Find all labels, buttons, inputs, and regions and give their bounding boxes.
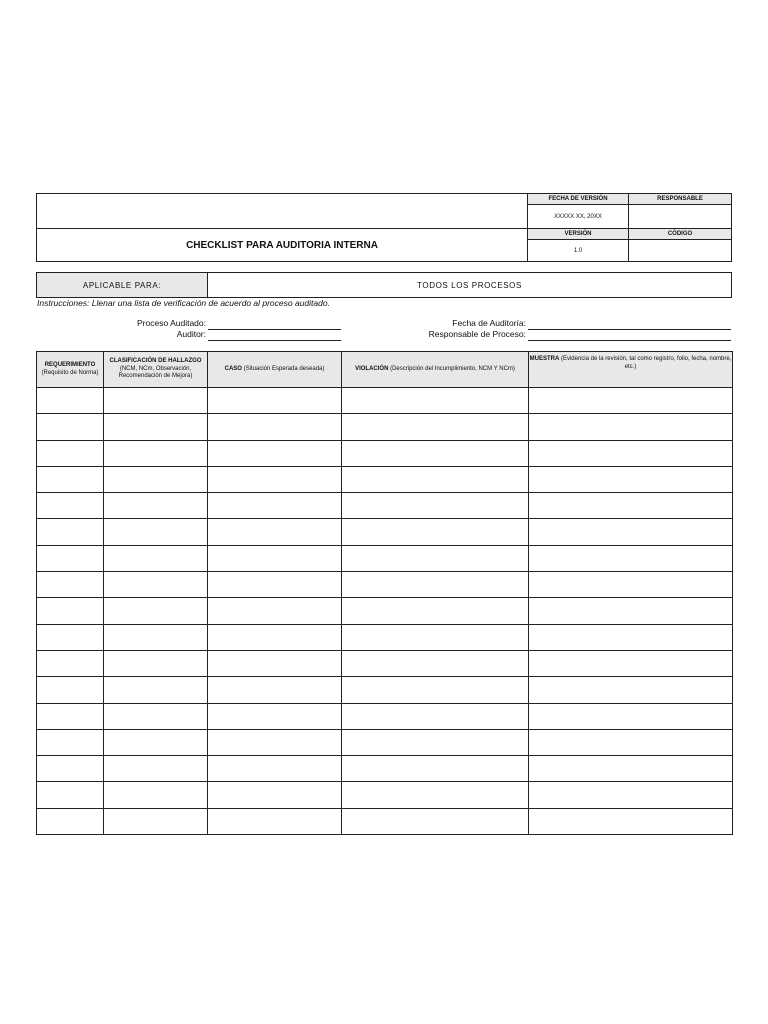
table-row — [37, 624, 733, 650]
table-row — [37, 782, 733, 808]
table-cell[interactable] — [104, 782, 208, 808]
table-cell[interactable] — [342, 388, 529, 414]
table-row — [37, 440, 733, 466]
table-cell[interactable] — [208, 703, 342, 729]
table-cell[interactable] — [208, 466, 342, 492]
table-cell[interactable] — [37, 466, 104, 492]
table-cell[interactable] — [104, 624, 208, 650]
table-row — [37, 545, 733, 571]
table-cell[interactable] — [37, 624, 104, 650]
instructions-text: Instrucciones: Llenar una lista de verificación de acuerdo al proceso auditado. — [37, 298, 330, 308]
table-cell[interactable] — [208, 624, 342, 650]
col-clasificacion: CLASIFICACIÓN DE HALLAZGO (NCM, NCm, Observación, Recomendación de Mejora) — [104, 352, 208, 388]
table-cell[interactable] — [208, 756, 342, 782]
table-cell[interactable] — [342, 493, 529, 519]
table-cell[interactable] — [208, 519, 342, 545]
table-row — [37, 703, 733, 729]
table-cell[interactable] — [104, 466, 208, 492]
table-cell[interactable] — [37, 598, 104, 624]
table-cell[interactable] — [342, 414, 529, 440]
table-cell[interactable] — [37, 440, 104, 466]
table-cell[interactable] — [208, 545, 342, 571]
table-cell[interactable] — [104, 414, 208, 440]
responsable-proceso-label: Responsable de Proceso: — [428, 329, 526, 339]
table-cell[interactable] — [37, 808, 104, 834]
table-cell[interactable] — [529, 808, 733, 834]
applicable-value: TODOS LOS PROCESOS — [208, 273, 732, 298]
table-cell[interactable] — [37, 493, 104, 519]
table-cell[interactable] — [342, 677, 529, 703]
table-cell[interactable] — [104, 493, 208, 519]
codigo-label: CÓDIGO — [629, 229, 732, 240]
table-cell[interactable] — [104, 545, 208, 571]
table-cell[interactable] — [104, 703, 208, 729]
table-cell[interactable] — [37, 729, 104, 755]
responsable-label: RESPONSABLE — [629, 194, 732, 205]
table-cell[interactable] — [529, 650, 733, 676]
table-cell[interactable] — [208, 782, 342, 808]
table-cell[interactable] — [208, 572, 342, 598]
table-cell[interactable] — [208, 598, 342, 624]
table-cell[interactable] — [208, 388, 342, 414]
table-cell[interactable] — [37, 650, 104, 676]
table-cell[interactable] — [529, 519, 733, 545]
checklist-table — [36, 351, 733, 835]
table-cell[interactable] — [529, 729, 733, 755]
table-cell[interactable] — [208, 650, 342, 676]
table-row — [37, 466, 733, 492]
col-violacion: VIOLACIÓN (Descripción del Incumplimiento, NCM Y NCm) — [342, 352, 529, 388]
document-title: CHECKLIST PARA AUDITORIA INTERNA — [37, 229, 528, 262]
table-cell[interactable] — [529, 624, 733, 650]
fecha-auditoria-line[interactable] — [528, 320, 731, 330]
table-cell[interactable] — [342, 782, 529, 808]
table-cell[interactable] — [529, 703, 733, 729]
table-cell[interactable] — [208, 493, 342, 519]
table-row — [37, 756, 733, 782]
table-cell[interactable] — [529, 572, 733, 598]
table-cell[interactable] — [529, 545, 733, 571]
table-cell[interactable] — [104, 572, 208, 598]
table-row — [37, 677, 733, 703]
table-row — [37, 598, 733, 624]
table-header-row — [37, 352, 733, 388]
proceso-auditado-line[interactable] — [208, 320, 341, 330]
table-row — [37, 572, 733, 598]
table-cell[interactable] — [37, 756, 104, 782]
table-cell[interactable] — [208, 729, 342, 755]
col-caso: CASO (Situación Esperada deseada) — [208, 352, 342, 388]
table-cell[interactable] — [208, 808, 342, 834]
table-cell[interactable] — [529, 493, 733, 519]
col-muestra: MUESTRA (Evidencia de la revisión, tal como registro, folio, fecha, nombre, etc.) — [529, 352, 733, 388]
header-blank-cell — [37, 194, 528, 229]
table-row — [37, 519, 733, 545]
applicable-row — [36, 272, 732, 298]
table-cell[interactable] — [529, 756, 733, 782]
table-cell[interactable] — [37, 414, 104, 440]
table-cell[interactable] — [342, 808, 529, 834]
table-cell[interactable] — [37, 572, 104, 598]
table-cell[interactable] — [342, 703, 529, 729]
table-row — [37, 493, 733, 519]
table-cell[interactable] — [104, 729, 208, 755]
table-row — [37, 808, 733, 834]
table-cell[interactable] — [342, 466, 529, 492]
table-cell[interactable] — [529, 466, 733, 492]
table-cell[interactable] — [529, 782, 733, 808]
table-cell[interactable] — [342, 572, 529, 598]
fecha-version-value: XXXXX XX, 20XX — [528, 205, 629, 229]
table-cell[interactable] — [342, 519, 529, 545]
table-cell[interactable] — [37, 545, 104, 571]
table-row — [37, 729, 733, 755]
table-cell[interactable] — [342, 650, 529, 676]
table-cell[interactable] — [104, 440, 208, 466]
table-cell[interactable] — [208, 414, 342, 440]
table-cell[interactable] — [104, 677, 208, 703]
version-label: VERSIÓN — [528, 229, 629, 240]
table-cell[interactable] — [104, 598, 208, 624]
responsable-value — [629, 205, 732, 229]
table-cell[interactable] — [37, 519, 104, 545]
table-cell[interactable] — [104, 808, 208, 834]
table-cell[interactable] — [208, 677, 342, 703]
codigo-value — [629, 240, 732, 262]
col-requerimiento: REQUERIMIENTO (Requisito de Norma) — [37, 352, 104, 388]
table-cell[interactable] — [104, 650, 208, 676]
table-cell[interactable] — [104, 519, 208, 545]
fecha-auditoria-label: Fecha de Auditoría: — [452, 318, 526, 328]
table-row — [37, 388, 733, 414]
table-cell[interactable] — [529, 598, 733, 624]
table-cell[interactable] — [342, 729, 529, 755]
table-cell[interactable] — [342, 545, 529, 571]
table-cell[interactable] — [529, 677, 733, 703]
table-cell[interactable] — [342, 440, 529, 466]
document-header — [36, 193, 732, 262]
fecha-version-label: FECHA DE VERSIÓN — [528, 194, 629, 205]
table-cell[interactable] — [529, 414, 733, 440]
table-cell[interactable] — [37, 703, 104, 729]
table-cell[interactable] — [37, 388, 104, 414]
table-cell[interactable] — [104, 756, 208, 782]
applicable-label: APLICABLE PARA: — [37, 273, 208, 298]
table-row — [37, 414, 733, 440]
table-cell[interactable] — [37, 677, 104, 703]
version-value: 1.0 — [528, 240, 629, 262]
auditor-label: Auditor: — [176, 329, 206, 339]
table-cell[interactable] — [104, 388, 208, 414]
table-row — [37, 650, 733, 676]
table-cell[interactable] — [37, 782, 104, 808]
table-cell[interactable] — [342, 598, 529, 624]
auditor-line[interactable] — [208, 331, 341, 341]
table-cell[interactable] — [342, 624, 529, 650]
table-cell[interactable] — [529, 440, 733, 466]
table-cell[interactable] — [342, 756, 529, 782]
table-cell[interactable] — [208, 440, 342, 466]
responsable-proceso-line[interactable] — [528, 331, 731, 341]
proceso-auditado-label: Proceso Auditado: — [137, 318, 206, 328]
table-cell[interactable] — [529, 388, 733, 414]
